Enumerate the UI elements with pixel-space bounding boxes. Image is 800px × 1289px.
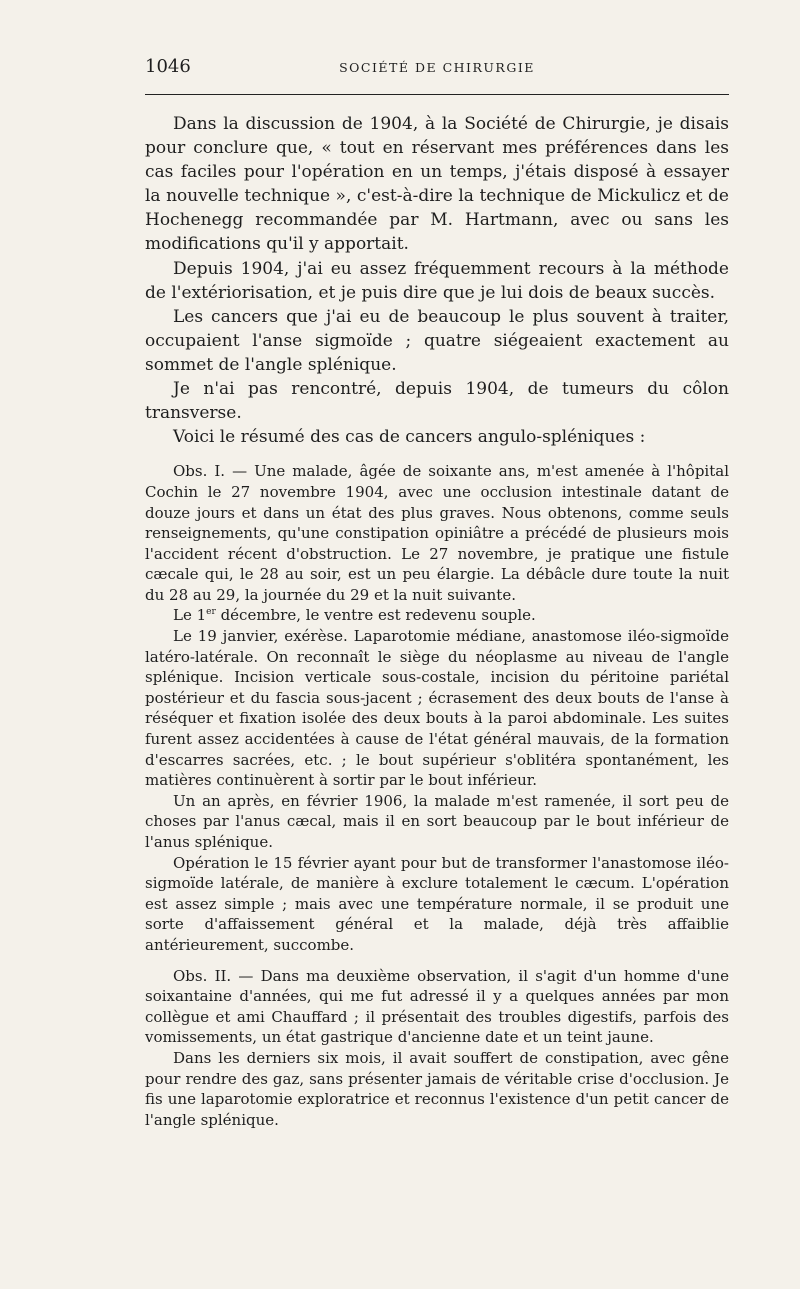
obs-paragraph: Le 19 janvier, exérèse. Laparotomie médiane, anastomose iléo-sigmoïde latéro-latérale. On reconnaît le siège du néoplasme au niveau de l'angle splénique. Incision verticale sous-costale, incision du péritoine pariétal postérieur et du fascia sous-jacent ; écrasement des deux bouts de l'anse à réséquer et fixation isolée des deux bouts à la paroi abdominale. Les suites furent assez accidentées à cause de l'état général mauvais, de la formation d'escarres sacrées, etc. ; le bout supérieur s'oblitéra spontanément, les matières continuèrent à sortir par le bout inférieur. xyxy=(145,627,729,790)
ordinal-superscript: er xyxy=(206,607,216,618)
intro-section xyxy=(145,112,729,449)
obs-text: Le 1 xyxy=(173,606,207,625)
running-title: SOCIÉTÉ DE CHIRURGIE xyxy=(339,60,535,75)
obs-paragraph xyxy=(145,461,729,605)
obs-paragraph xyxy=(145,605,729,626)
obs-text: — Une malade, âgée de soixante ans, m'est amenée à l'hôpital Cochin le 27 novembre 1904, avec une occlusion intestinale datant de douze jours et dans un état des plus graves. Nous obtenons, comme seuls renseignements, qu'une constipation opiniâtre a précédé de plusieurs mois l'accident récent d'obstruction. Le 27 novembre, je pratique une fistule cæcale qui, le 28 au soir, est un peu élargie. La débâcle dure toute la nuit du 28 au 29, la journée du 29 et la nuit suivante. xyxy=(145,462,729,604)
header-rule xyxy=(145,94,729,95)
obs-paragraph xyxy=(145,966,729,1048)
paragraph: Dans la discussion de 1904, à la Société de Chirurgie, je disais pour conclure que, « tout en réservant mes préférences dans les cas faciles pour l'opération en un temps, j'étais disposé à essayer la nouvelle technique », c'est-à-dire la technique de Mickulicz et de Hochenegg recommandée par M. Hartmann, avec ou sans les modifications qu'il y apportait. xyxy=(145,114,729,255)
obs-text: — Dans ma deuxième observation, il s'agit d'un homme d'une soixantaine d'années, qui me fut adressé il y a quelques années par mon collègue et ami Chauffard ; il présentait des troubles digestifs, parfois des vomissements, un état gastrique d'ancienne date et un teint jaune. xyxy=(145,966,729,1047)
obs-paragraph: Dans les derniers six mois, il avait souffert de constipation, avec gêne pour rendre des gaz, sans présenter jamais de véritable crise d'occlusion. Je fis une laparotomie exploratrice et reconnus l'existence d'un petit cancer de l'angle splénique. xyxy=(145,1048,729,1129)
observation-1 xyxy=(145,461,729,955)
obs-paragraph: Un an après, en février 1906, la malade m'est ramenée, il sort peu de choses par l'anus cæcal, mais il en sort beaucoup par le bout inférieur de l'anus splénique. xyxy=(145,791,729,851)
paragraph: Je n'ai pas rencontré, depuis 1904, de tumeurs du côlon transverse. xyxy=(145,379,729,424)
paragraph: Depuis 1904, j'ai eu assez fréquemment recours à la méthode de l'extériorisation, et je puis dire que je lui dois de beaux succès. xyxy=(145,258,729,303)
page-header xyxy=(145,56,729,86)
observation-2 xyxy=(145,966,729,1131)
obs-text: décembre, le ventre est redevenu souple. xyxy=(215,606,536,625)
page-number: 1046 xyxy=(145,56,191,77)
paragraph: Les cancers que j'ai eu de beaucoup le plus souvent à traiter, occupaient l'anse sigmoïde ; quatre siégeaient exactement au sommet de l'angle splénique. xyxy=(145,306,729,375)
obs-label: Obs. I. xyxy=(173,462,226,481)
paragraph: Voici le résumé des cas de cancers angulo-spléniques : xyxy=(173,427,646,448)
obs-paragraph: Opération le 15 février ayant pour but de transformer l'anastomose iléo-sigmoïde latérale, de manière à exclure totalement le cæcum. L'opération est assez simple ; mais avec une température normale, il se produit une sorte d'affaissement général et la malade, déjà très affaiblie antérieurement, succombe. xyxy=(145,853,729,954)
body-text xyxy=(145,112,729,1130)
obs-label: Obs. II. xyxy=(173,966,232,985)
